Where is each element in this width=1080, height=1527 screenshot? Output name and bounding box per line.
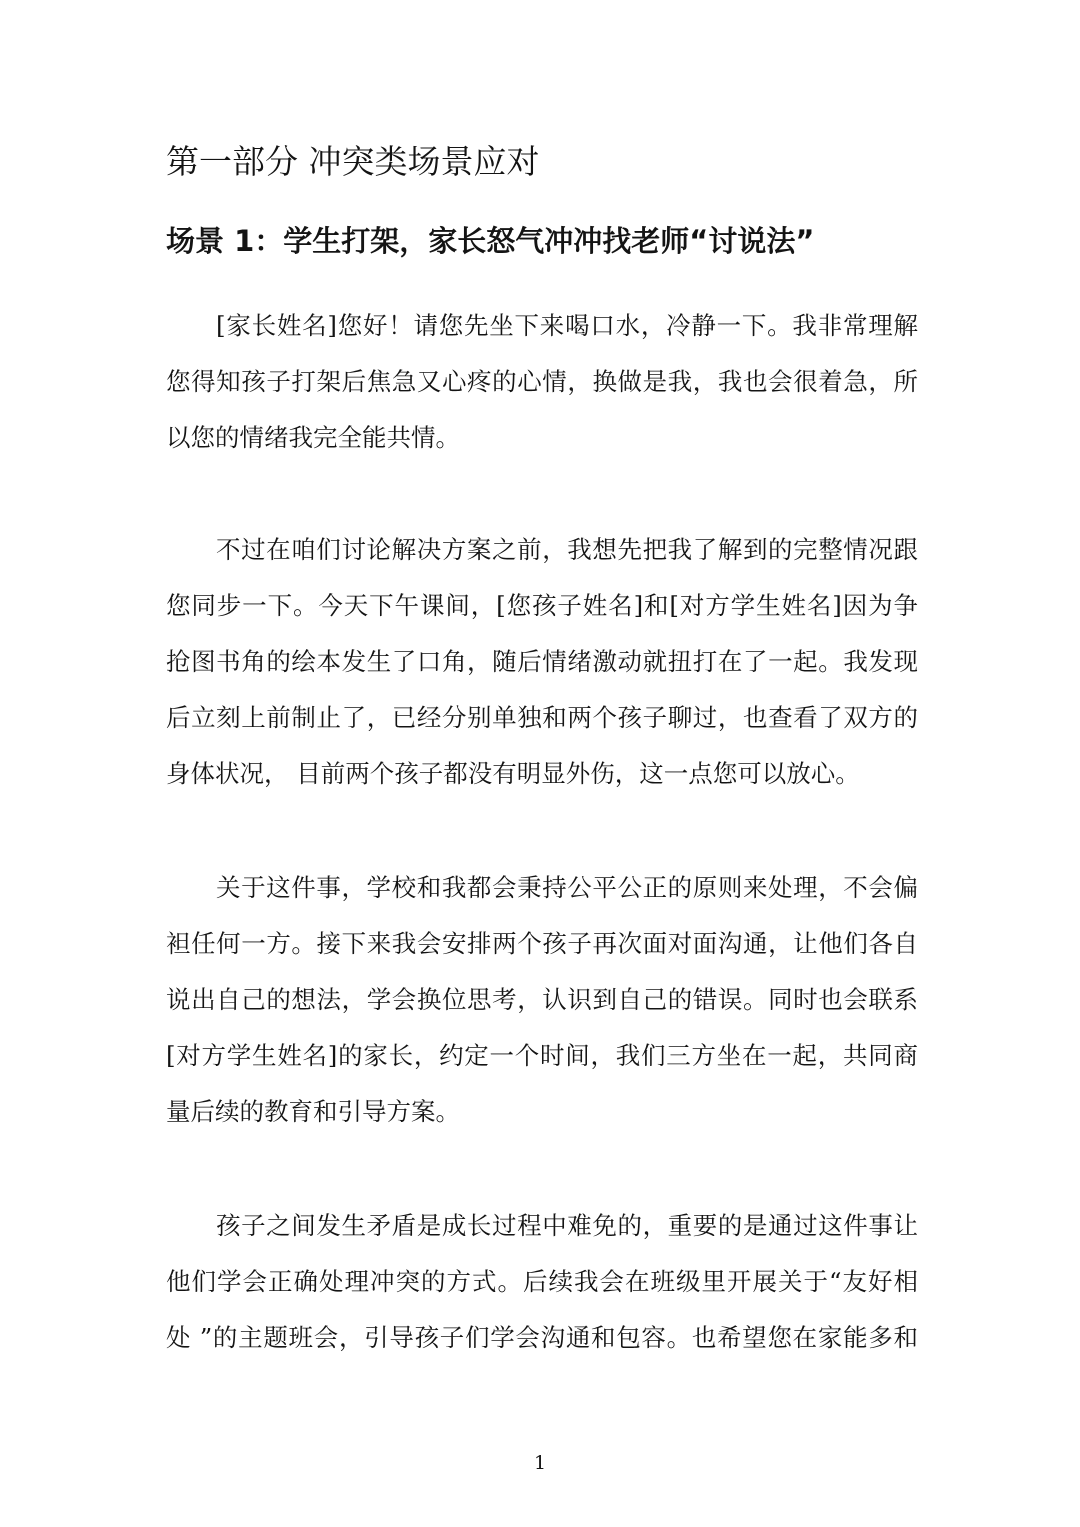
paragraph-line: 袒任何一方。接下来我会安排两个孩子再次面对面沟通，让他们各自 — [166, 929, 918, 958]
paragraph-2 — [166, 522, 918, 802]
paragraph-line: 说出自己的想法，学会换位思考，认识到自己的错误。同时也会联系 — [166, 985, 918, 1014]
paragraph-line: 处 ”的主题班会，引导孩子们学会沟通和包容。也希望您在家能多和 — [166, 1323, 918, 1352]
paragraph-line: 您得知孩子打架后焦急又心疼的心情，换做是我，我也会很着急，所 — [166, 367, 918, 396]
paragraph-line: 抢图书角的绘本发生了口角，随后情绪激动就扭打在了一起。我发现 — [166, 647, 918, 676]
paragraph-4 — [166, 1198, 918, 1366]
paragraph-line: 孩子之间发生矛盾是成长过程中难免的，重要的是通过这件事让 — [216, 1211, 918, 1240]
paragraph-line: 量后续的教育和引导方案。 — [166, 1097, 460, 1126]
paragraph-line: 他们学会正确处理冲突的方式。后续我会在班级里开展关于“友好相 — [166, 1267, 918, 1296]
paragraph-line: [对方学生姓名]的家长，约定一个时间，我们三方坐在一起，共同商 — [166, 1041, 918, 1070]
paragraph-3 — [166, 860, 918, 1140]
paragraph-line: 不过在咱们讨论解决方案之前，我想先把我了解到的完整情况跟 — [216, 535, 918, 564]
paragraph-line: 后立刻上前制止了，已经分别单独和两个孩子聊过，也查看了双方的 — [166, 703, 918, 732]
paragraph-line: 您同步一下。今天下午课间，[您孩子姓名]和[对方学生姓名]因为争 — [166, 591, 918, 620]
page-number: 1 — [533, 1452, 547, 1474]
paragraph-line: 以您的情绪我完全能共情。 — [166, 423, 460, 452]
paragraph-1 — [166, 298, 918, 466]
paragraph-line: 身体状况， 目前两个孩子都没有明显外伤，这一点您可以放心。 — [166, 759, 860, 788]
scene-title: 场景 1：学生打架，家长怒气冲冲找老师“讨说法” — [166, 224, 815, 258]
paragraph-line: 关于这件事，学校和我都会秉持公平公正的原则来处理，不会偏 — [216, 873, 918, 902]
part-title: 第一部分 冲突类场景应对 — [166, 142, 540, 181]
paragraph-line: [家长姓名]您好！请您先坐下来喝口水，冷静一下。我非常理解 — [216, 311, 918, 340]
